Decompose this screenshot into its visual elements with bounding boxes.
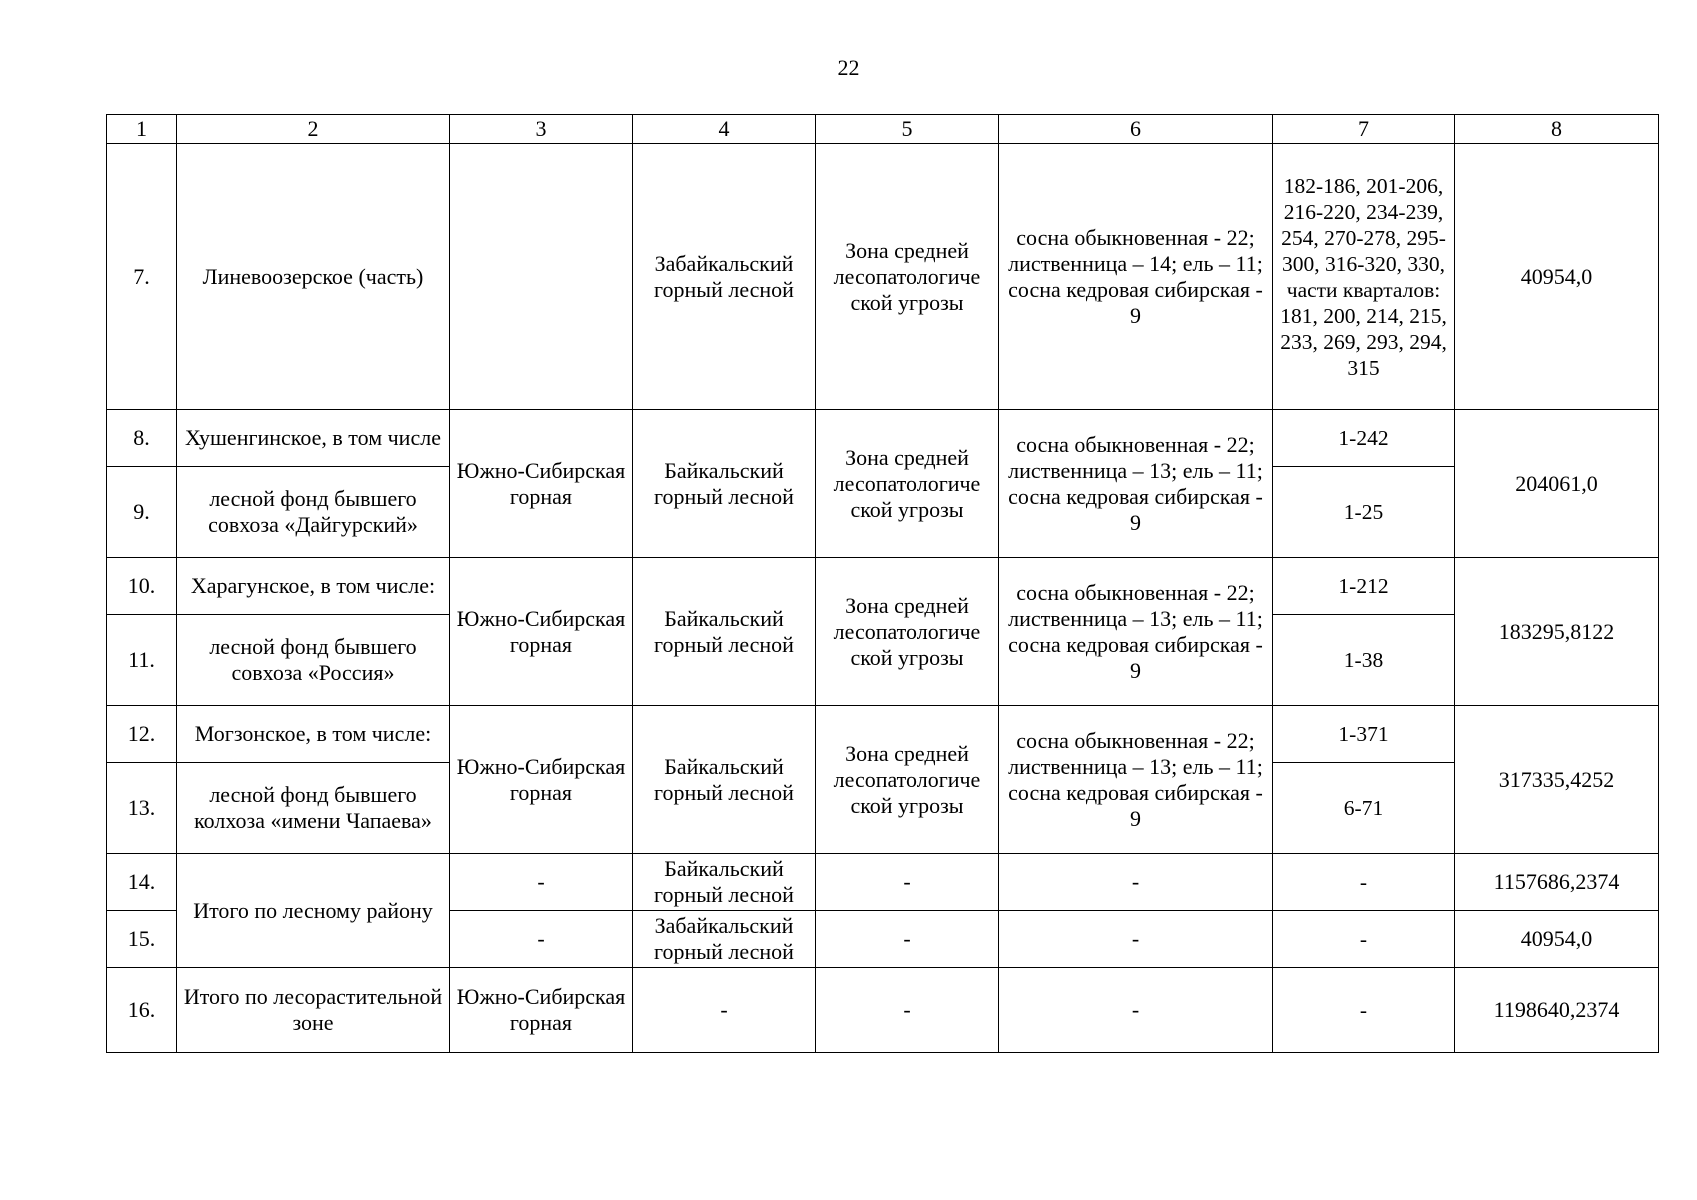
forestry-name: Линевоозерское (часть) [177, 144, 450, 410]
row-number: 16. [107, 968, 177, 1053]
row-number: 10. [107, 558, 177, 615]
area-value: 40954,0 [1455, 144, 1659, 410]
threat-zone: Зона средней лесопатологиче ской угрозы [816, 558, 999, 706]
forest-district: Забайкальский горный лесной [633, 911, 816, 968]
row-number: 14. [107, 854, 177, 911]
row-number: 15. [107, 911, 177, 968]
header-cell: 4 [633, 115, 816, 144]
total-label: Итого по лесорастительной зоне [177, 968, 450, 1053]
header-cell: 2 [177, 115, 450, 144]
row-number: 11. [107, 615, 177, 706]
tree-species: - [999, 854, 1273, 911]
vegetation-zone: - [450, 854, 633, 911]
vegetation-zone [450, 144, 633, 410]
tree-species: - [999, 911, 1273, 968]
threat-zone: Зона средней лесопатологиче ской угрозы [816, 410, 999, 558]
forest-district: Байкальский горный лесной [633, 706, 816, 854]
forestry-name: Хушенгинское, в том числе [177, 410, 450, 467]
vegetation-zone: Южно-Сибирская горная [450, 968, 633, 1053]
tree-species: сосна обыкновенная - 22; лиственница – 13; ель – 11; сосна кедровая сибирская - 9 [999, 706, 1273, 854]
forest-district: Байкальский горный лесной [633, 410, 816, 558]
header-cell: 6 [999, 115, 1273, 144]
header-cell: 5 [816, 115, 999, 144]
vegetation-zone: Южно-Сибирская горная [450, 558, 633, 706]
area-value: 204061,0 [1455, 410, 1659, 558]
table-row [107, 144, 1659, 410]
header-cell: 8 [1455, 115, 1659, 144]
forestry-name: лесной фонд бывшего совхоза «Россия» [177, 615, 450, 706]
quarter-numbers: 1-25 [1273, 467, 1455, 558]
vegetation-zone: Южно-Сибирская горная [450, 706, 633, 854]
forestry-name: лесной фонд бывшего колхоза «имени Чапаева» [177, 763, 450, 854]
header-cell: 1 [107, 115, 177, 144]
tree-species: сосна обыкновенная - 22; лиственница – 13; ель – 11; сосна кедровая сибирская - 9 [999, 558, 1273, 706]
table-row [107, 410, 1659, 467]
area-value: 317335,4252 [1455, 706, 1659, 854]
table-row [107, 968, 1659, 1053]
threat-zone: - [816, 854, 999, 911]
forest-district: - [633, 968, 816, 1053]
forest-district: Байкальский горный лесной [633, 558, 816, 706]
table-row [107, 706, 1659, 763]
forestry-name: Могзонское, в том числе: [177, 706, 450, 763]
page-number: 22 [837, 55, 860, 80]
forest-table [106, 114, 1659, 1053]
area-value: 1198640,2374 [1455, 968, 1659, 1053]
row-number: 12. [107, 706, 177, 763]
forest-district: Байкальский горный лесной [633, 854, 816, 911]
forestry-name: лесной фонд бывшего совхоза «Дайгурский» [177, 467, 450, 558]
threat-zone: - [816, 911, 999, 968]
header-cell: 7 [1273, 115, 1455, 144]
quarter-numbers: - [1273, 854, 1455, 911]
quarter-numbers: - [1273, 911, 1455, 968]
row-number: 7. [107, 144, 177, 410]
table-row [107, 854, 1659, 911]
quarter-numbers: 6-71 [1273, 763, 1455, 854]
threat-zone: Зона средней лесопатологиче ской угрозы [816, 144, 999, 410]
area-value: 1157686,2374 [1455, 854, 1659, 911]
area-value: 40954,0 [1455, 911, 1659, 968]
quarter-numbers: 1-38 [1273, 615, 1455, 706]
quarter-numbers: 1-212 [1273, 558, 1455, 615]
tree-species: - [999, 968, 1273, 1053]
total-label: Итого по лесному району [177, 854, 450, 968]
vegetation-zone: - [450, 911, 633, 968]
quarter-numbers: - [1273, 968, 1455, 1053]
area-value: 183295,8122 [1455, 558, 1659, 706]
table-row [107, 558, 1659, 615]
forestry-name: Харагунское, в том числе: [177, 558, 450, 615]
tree-species: сосна обыкновенная - 22; лиственница – 13; ель – 11; сосна кедровая сибирская - 9 [999, 410, 1273, 558]
header-row [107, 115, 1659, 144]
quarter-numbers: 182-186, 201-206, 216-220, 234-239, 254, 270-278, 295-300, 316-320, 330, части кварталов: 181, 200, 214, 215, 233, 269, 293, 294, 315 [1273, 144, 1455, 410]
row-number: 13. [107, 763, 177, 854]
tree-species: сосна обыкновенная - 22; лиственница – 14; ель – 11; сосна кедровая сибирская - 9 [999, 144, 1273, 410]
quarter-numbers: 1-242 [1273, 410, 1455, 467]
forest-district: Забайкальский горный лесной [633, 144, 816, 410]
quarter-numbers: 1-371 [1273, 706, 1455, 763]
header-cell: 3 [450, 115, 633, 144]
row-number: 9. [107, 467, 177, 558]
row-number: 8. [107, 410, 177, 467]
threat-zone: Зона средней лесопатологиче ской угрозы [816, 706, 999, 854]
threat-zone: - [816, 968, 999, 1053]
vegetation-zone: Южно-Сибирская горная [450, 410, 633, 558]
